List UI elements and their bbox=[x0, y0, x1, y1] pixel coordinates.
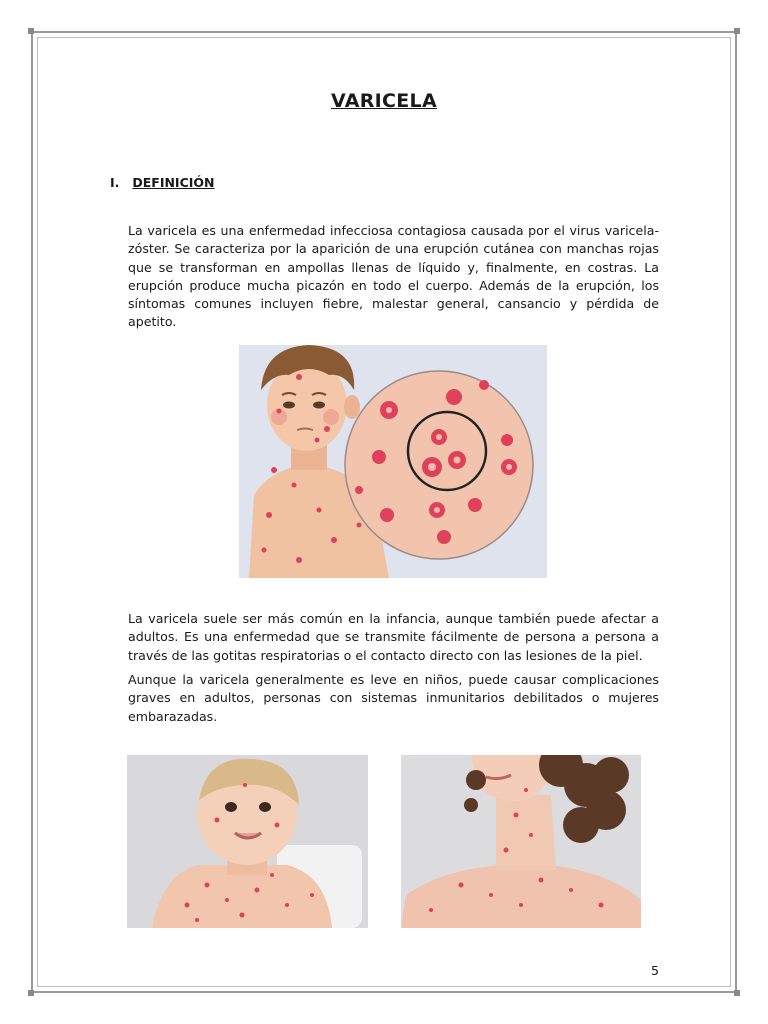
frame-corner bbox=[734, 28, 740, 34]
paragraph-complications: Aunque la varicela generalmente es leve en niños, puede causar complicaciones graves en adultos, personas con sistemas inmunitarios debilitados o mujeres embarazadas. bbox=[128, 672, 659, 724]
woman-with-chickenpox-photo bbox=[401, 755, 641, 928]
page-number: 5 bbox=[651, 963, 659, 978]
section-heading bbox=[110, 175, 215, 190]
frame-corner bbox=[28, 28, 34, 34]
section-label: DEFINICIÓN bbox=[132, 175, 215, 190]
paragraph-transmission: La varicela suele ser más común en la infancia, aunque también puede afectar a adultos. Es una enfermedad que se transmite fácilmente de persona a persona a través de las gotitas respiratorias o el contacto directo con las lesiones de la piel. bbox=[128, 611, 659, 663]
chickenpox-illustration bbox=[239, 345, 547, 578]
page-title: VARICELA bbox=[331, 90, 437, 112]
baby-with-chickenpox-photo bbox=[127, 755, 368, 928]
frame-corner bbox=[28, 990, 34, 996]
paragraph-definition: La varicela es una enfermedad infecciosa contagiosa causada por el virus varicela-zóster. Se caracteriza por la aparición de una erupción cutánea con manchas rojas que se transforman en ampollas llenas de líquido y, finalmente, en costras. La erupción produce mucha picazón en todo el cuerpo. Además de la erupción, los síntomas comunes incluyen fiebre, malestar general, cansancio y pérdida de apetito. bbox=[128, 223, 659, 330]
frame-corner bbox=[734, 990, 740, 996]
section-number: I. bbox=[110, 175, 120, 190]
